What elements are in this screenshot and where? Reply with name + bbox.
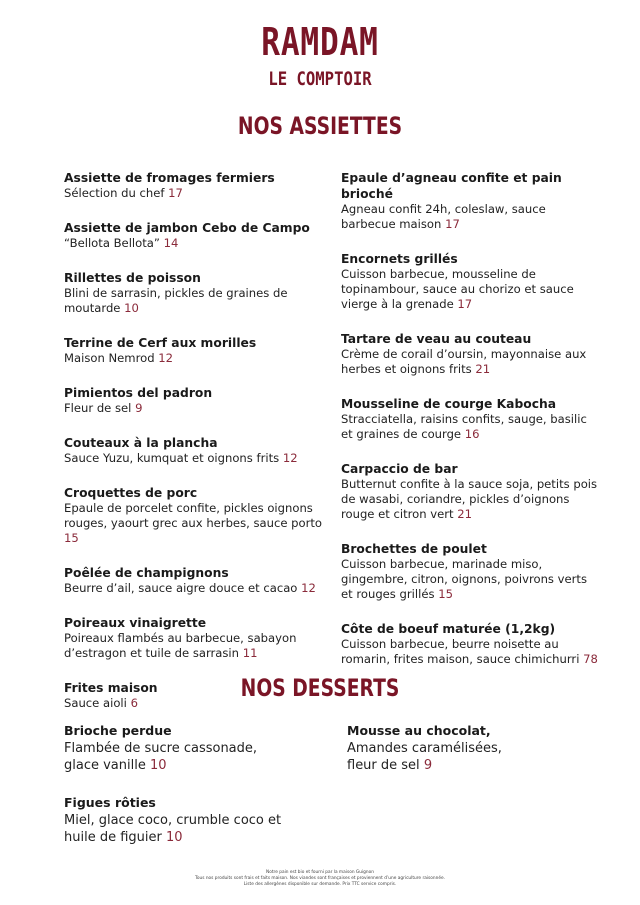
menu-item-name: Poêlée de champignons: [64, 566, 229, 580]
assiettes-left-column: [64, 170, 334, 730]
menu-item-desc-text: Blini de sarrasin, pickles de graines de moutarde: [64, 286, 288, 315]
menu-item-desc-text: Stracciatella, raisins confits, sauge, basilic et graines de courge: [341, 412, 587, 441]
menu-item-name: Encornets grillés: [341, 252, 458, 266]
menu-item: [64, 335, 334, 366]
menu-item-price: 10: [166, 830, 183, 845]
menu-item-desc-text: Fleur de sel: [64, 401, 132, 415]
section-title-desserts: NOS DESSERTS: [240, 674, 400, 702]
menu-item-desc-text: Cuisson barbecue, beurre noisette au romarin, frites maison, sauce chimichurri: [341, 637, 580, 666]
menu-item-description: [64, 581, 334, 596]
menu-item-price: 21: [475, 362, 491, 376]
menu-item-name: Epaule d’agneau confite et pain brioché: [341, 171, 562, 201]
menu-item-price: 14: [163, 236, 179, 250]
menu-item-name: Mousse au chocolat,: [347, 723, 491, 738]
menu-item-price: 15: [64, 531, 79, 545]
menu-item: [64, 722, 284, 774]
footer-line: Notre pain est bio et fourni par la maison Guignon: [266, 870, 374, 875]
menu-item-price: 9: [135, 401, 143, 415]
desserts-left-column: [64, 722, 284, 866]
menu-item-price: 9: [423, 758, 433, 773]
menu-item-description: [341, 267, 601, 312]
menu-item-desc-text: “Bellota Bellota”: [64, 236, 160, 250]
menu-item: [64, 615, 334, 661]
menu-item-description: [64, 286, 334, 316]
assiettes-right-column: [341, 170, 601, 686]
menu-item-desc-text: Sauce Yuzu, kumquat et oignons frits: [64, 451, 280, 465]
menu-item-desc-text: Maison Nemrod: [64, 351, 155, 365]
menu-item-price: 10: [124, 301, 139, 315]
menu-item-name: Côte de boeuf maturée (1,2kg): [341, 622, 556, 636]
menu-item-desc-text: Poireaux flambés au barbecue, sabayon d’estragon et tuile de sarrasin: [64, 631, 297, 660]
menu-item-desc-text: Beurre d’ail, sauce aigre douce et cacao: [64, 581, 298, 595]
menu-item-description: [64, 186, 334, 201]
menu-item-description: [341, 202, 601, 232]
menu-item-name: Carpaccio de bar: [341, 462, 458, 476]
menu-item: [64, 170, 334, 201]
menu-item: [64, 565, 334, 596]
menu-item-name: Brochettes de poulet: [341, 542, 487, 556]
menu-item-desc-text: Cuisson barbecue, marinade miso, gingembre, citron, oignons, poivrons verts et rouges grillés: [341, 557, 587, 601]
menu-item-price: 10: [149, 758, 167, 773]
menu-item-price: 78: [583, 652, 598, 666]
menu-item-name: Brioche perdue: [64, 723, 172, 738]
menu-item: [64, 435, 334, 466]
menu-item: [341, 331, 601, 377]
menu-item-name: Tartare de veau au couteau: [341, 332, 532, 346]
menu-item: [64, 485, 334, 546]
menu-item: [341, 541, 601, 602]
menu-item-desc-text: Amandes caramélisées, fleur de sel: [347, 741, 502, 773]
menu-item: [64, 220, 334, 251]
menu-item: [341, 621, 601, 667]
footer-notes: [0, 870, 640, 888]
menu-item: [64, 794, 284, 846]
menu-item-name: Figues rôties: [64, 795, 156, 810]
menu-item-desc-text: Sauce aioli: [64, 696, 127, 710]
menu-item-description: [64, 236, 334, 251]
menu-item-price: 11: [242, 646, 258, 660]
menu-item-description: [341, 347, 601, 377]
menu-item-desc-text: Flambée de sucre cassonade, glace vanille: [64, 741, 258, 773]
menu-item-name: Croquettes de porc: [64, 486, 198, 500]
menu-item-name: Mousseline de courge Kabocha: [341, 397, 557, 411]
menu-item: [341, 461, 601, 522]
menu-item-price: 15: [438, 587, 453, 601]
menu-item-price: 17: [457, 297, 473, 311]
menu-item-price: 17: [168, 186, 183, 200]
menu-item-price: 6: [130, 696, 138, 710]
menu-item-price: 12: [301, 581, 316, 595]
menu-item-desc-text: Cuisson barbecue, mousseline de topinambour, sauce au chorizo et sauce vierge à la grenade: [341, 267, 574, 311]
menu-item-description: [341, 557, 601, 602]
menu-item-desc-text: Agneau confit 24h, coleslaw, sauce barbecue maison: [341, 202, 546, 231]
menu-item: [341, 396, 601, 442]
brand-logo: RAMDAM: [261, 20, 379, 64]
menu-item-name: Frites maison: [64, 681, 158, 695]
menu-item-name: Rillettes de poisson: [64, 271, 201, 285]
menu-item-name: Assiette de fromages fermiers: [64, 171, 275, 185]
menu-item-description: [64, 501, 334, 546]
menu-item-description: [64, 351, 334, 366]
brand-subtitle: LE COMPTOIR: [268, 68, 372, 90]
menu-item-description: [64, 740, 284, 774]
menu-item: [347, 722, 507, 774]
menu-item-price: 12: [282, 451, 298, 465]
menu-item-price: 16: [464, 427, 480, 441]
menu-item: [64, 385, 334, 416]
menu-item-desc-text: Butternut confite à la sauce soja, petits pois de wasabi, coriandre, pickles d’oignons rouge et citron vert: [341, 477, 598, 521]
menu-item-description: [341, 477, 601, 522]
menu-item-description: [347, 740, 507, 774]
menu-item-desc-text: Miel, glace coco, crumble coco et huile de figuier: [64, 813, 282, 845]
menu-item-price: 12: [158, 351, 174, 365]
menu-item-desc-text: Epaule de porcelet confite, pickles oignons rouges, yaourt grec aux herbes, sauce porto: [64, 501, 323, 530]
section-title-assiettes: NOS ASSIETTES: [237, 112, 403, 140]
menu-item-name: Assiette de jambon Cebo de Campo: [64, 221, 310, 235]
menu-item-description: [64, 812, 284, 846]
menu-item-name: Poireaux vinaigrette: [64, 616, 207, 630]
menu-item: [64, 270, 334, 316]
menu-item-name: Terrine de Cerf aux morilles: [64, 336, 257, 350]
menu-item-description: [64, 401, 334, 416]
footer-line: Liste des allergènes disponible sur demande. Prix TTC service compris.: [243, 882, 397, 887]
menu-item-desc-text: Crème de corail d’oursin, mayonnaise aux herbes et oignons frits: [341, 347, 587, 376]
menu-item: [341, 170, 601, 232]
menu-item-description: [341, 412, 601, 442]
desserts-right-column: [347, 722, 507, 794]
menu-item-name: Pimientos del padron: [64, 386, 213, 400]
menu-item-name: Couteaux à la plancha: [64, 436, 218, 450]
menu-item: [341, 251, 601, 312]
menu-item-desc-text: Sélection du chef: [64, 186, 165, 200]
menu-item-description: [64, 451, 334, 466]
footer-line: Tous nos produits sont frais et faits maison. Nos viandes sont françaises et proviennent d’une agriculture raisonnée.: [194, 876, 446, 881]
menu-item-description: [64, 631, 334, 661]
menu-item-description: [341, 637, 601, 667]
menu-item-price: 17: [445, 217, 460, 231]
menu-item-price: 21: [457, 507, 473, 521]
